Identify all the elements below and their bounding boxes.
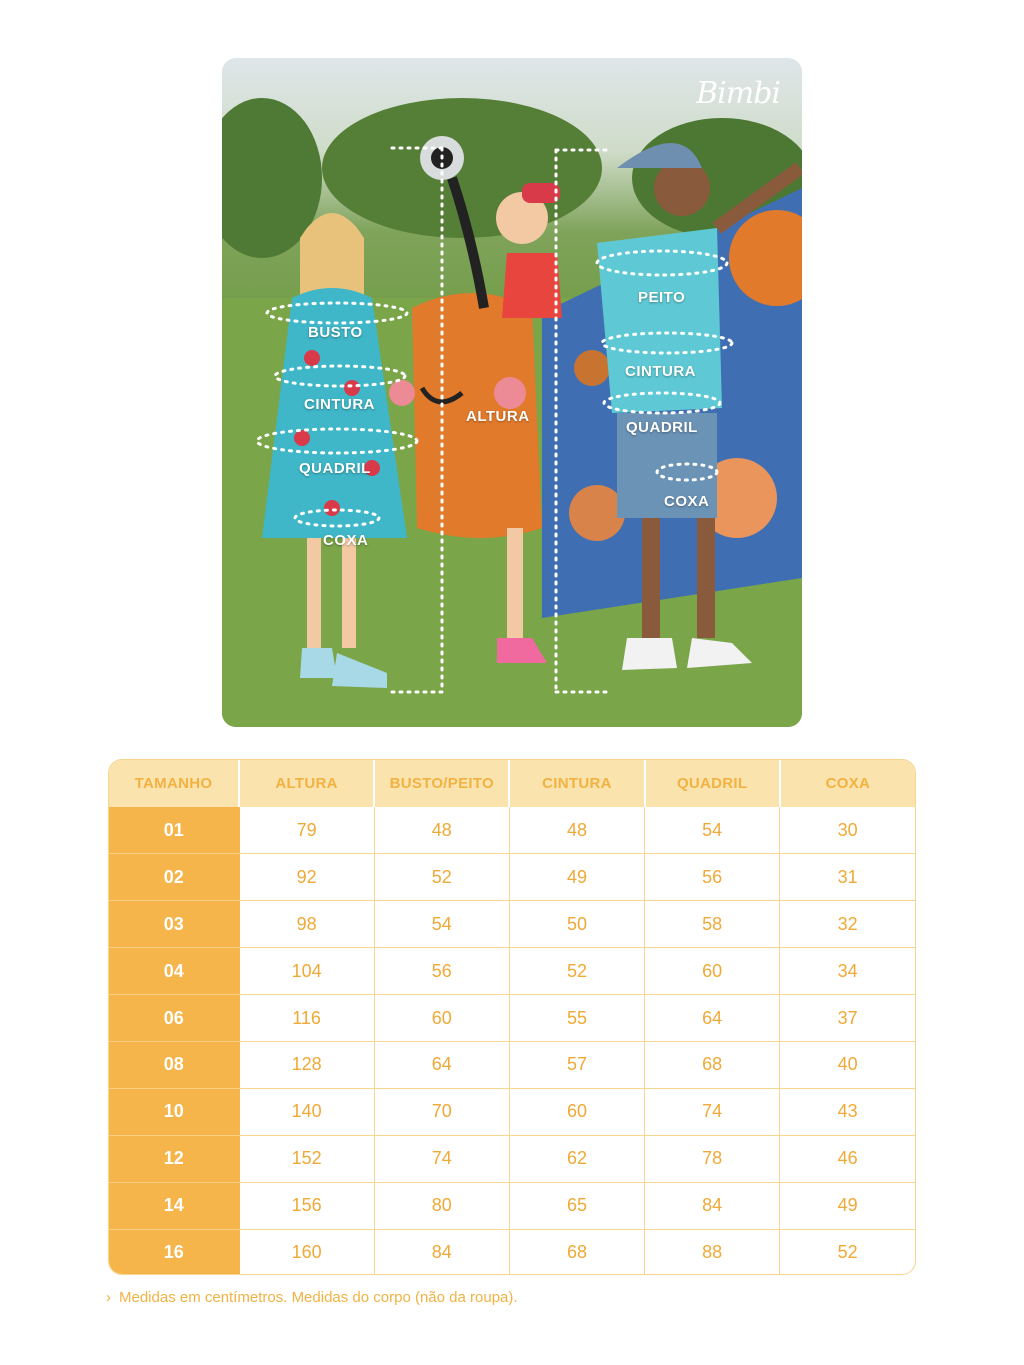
- measurement-cell: 31: [780, 854, 915, 901]
- measurement-cell: 64: [645, 995, 780, 1042]
- table-row: [109, 1229, 915, 1275]
- measurement-cell: 88: [645, 1229, 780, 1275]
- footnote-text: Medidas em centímetros. Medidas do corpo (não da roupa).: [119, 1289, 518, 1306]
- size-cell: 10: [109, 1088, 239, 1135]
- measurement-cell: 43: [780, 1088, 915, 1135]
- measurement-cell: 56: [374, 948, 509, 995]
- header-cintura: CINTURA: [509, 760, 644, 807]
- measurement-cell: 40: [780, 1041, 915, 1088]
- size-cell: 06: [109, 995, 239, 1042]
- measurement-cell: 80: [374, 1182, 509, 1229]
- bimbi-logo: Bimbi: [696, 76, 780, 111]
- measurement-cell: 74: [645, 1088, 780, 1135]
- table-row: [109, 948, 915, 995]
- measurement-cell: 156: [239, 1182, 374, 1229]
- table-row: [109, 1041, 915, 1088]
- measurement-cell: 52: [509, 948, 644, 995]
- table-row: [109, 1135, 915, 1182]
- measurement-photo: [222, 58, 802, 727]
- measurement-cell: 152: [239, 1135, 374, 1182]
- measurement-cell: 34: [780, 948, 915, 995]
- measurement-cell: 140: [239, 1088, 374, 1135]
- kids-photo-illustration: [222, 58, 802, 727]
- measurement-cell: 49: [509, 854, 644, 901]
- measurement-cell: 92: [239, 854, 374, 901]
- measurement-cell: 54: [374, 901, 509, 948]
- size-cell: 01: [109, 807, 239, 854]
- measurement-cell: 98: [239, 901, 374, 948]
- measurement-cell: 84: [645, 1182, 780, 1229]
- measurement-cell: 60: [374, 995, 509, 1042]
- measurement-cell: 68: [509, 1229, 644, 1275]
- measurement-cell: 37: [780, 995, 915, 1042]
- size-cell: 02: [109, 854, 239, 901]
- header-quadril: QUADRIL: [645, 760, 780, 807]
- measurement-cell: 128: [239, 1041, 374, 1088]
- header-coxa: COXA: [780, 760, 915, 807]
- table-row: [109, 901, 915, 948]
- measurement-cell: 56: [645, 854, 780, 901]
- measurement-cell: 62: [509, 1135, 644, 1182]
- measurement-cell: 48: [509, 807, 644, 854]
- measurement-cell: 68: [645, 1041, 780, 1088]
- measurement-cell: 60: [509, 1088, 644, 1135]
- size-cell: 04: [109, 948, 239, 995]
- measurement-cell: 74: [374, 1135, 509, 1182]
- table-row: [109, 807, 915, 854]
- measurement-cell: 104: [239, 948, 374, 995]
- measurement-cell: 160: [239, 1229, 374, 1275]
- table-row: [109, 1182, 915, 1229]
- label-quadril-right: QUADRIL: [626, 419, 698, 436]
- header-busto-peito: BUSTO/PEITO: [374, 760, 509, 807]
- measurement-cell: 52: [837, 1242, 858, 1263]
- table-header-row: [109, 760, 915, 807]
- measurement-cell: 60: [645, 948, 780, 995]
- header-tamanho: TAMANHO: [109, 760, 239, 807]
- label-coxa-right: COXA: [664, 493, 710, 510]
- label-cintura-right: CINTURA: [625, 363, 696, 380]
- measurement-cell: 58: [645, 901, 780, 948]
- measurement-cell: 116: [239, 995, 374, 1042]
- table-row: [109, 854, 915, 901]
- label-cintura-left: CINTURA: [304, 396, 375, 413]
- measurement-cell: 55: [509, 995, 644, 1042]
- table-row: [109, 995, 915, 1042]
- size-cell: 08: [109, 1041, 239, 1088]
- measurement-cell: 65: [509, 1182, 644, 1229]
- footnote: [106, 1289, 518, 1306]
- label-busto: BUSTO: [308, 324, 363, 341]
- measurement-cell: 30: [780, 807, 915, 854]
- table-row: [109, 1088, 915, 1135]
- chevron-right-icon: ›: [106, 1289, 111, 1306]
- label-peito: PEITO: [638, 289, 686, 306]
- measurement-cell: 84: [374, 1229, 509, 1275]
- measurement-cell: 79: [239, 807, 374, 854]
- measurement-cell: 64: [374, 1041, 509, 1088]
- measurement-cell: 48: [374, 807, 509, 854]
- label-coxa-left: COXA: [323, 532, 369, 549]
- size-table: [108, 759, 916, 1275]
- size-cell: 14: [109, 1182, 239, 1229]
- measurement-cell: 32: [780, 901, 915, 948]
- measurement-cell: 54: [645, 807, 780, 854]
- measurement-cell: 50: [509, 901, 644, 948]
- measurement-cell: 49: [780, 1182, 915, 1229]
- label-altura: ALTURA: [466, 408, 530, 425]
- size-cell: 12: [109, 1135, 239, 1182]
- measurement-cell: 78: [645, 1135, 780, 1182]
- size-cell: 16: [109, 1229, 239, 1275]
- measurement-cell: 52: [374, 854, 509, 901]
- measurement-cell: 46: [780, 1135, 915, 1182]
- header-altura: ALTURA: [239, 760, 374, 807]
- size-cell: 03: [109, 901, 239, 948]
- measurement-cell: 70: [374, 1088, 509, 1135]
- label-quadril-left: QUADRIL: [299, 460, 371, 477]
- measurement-cell: 57: [509, 1041, 644, 1088]
